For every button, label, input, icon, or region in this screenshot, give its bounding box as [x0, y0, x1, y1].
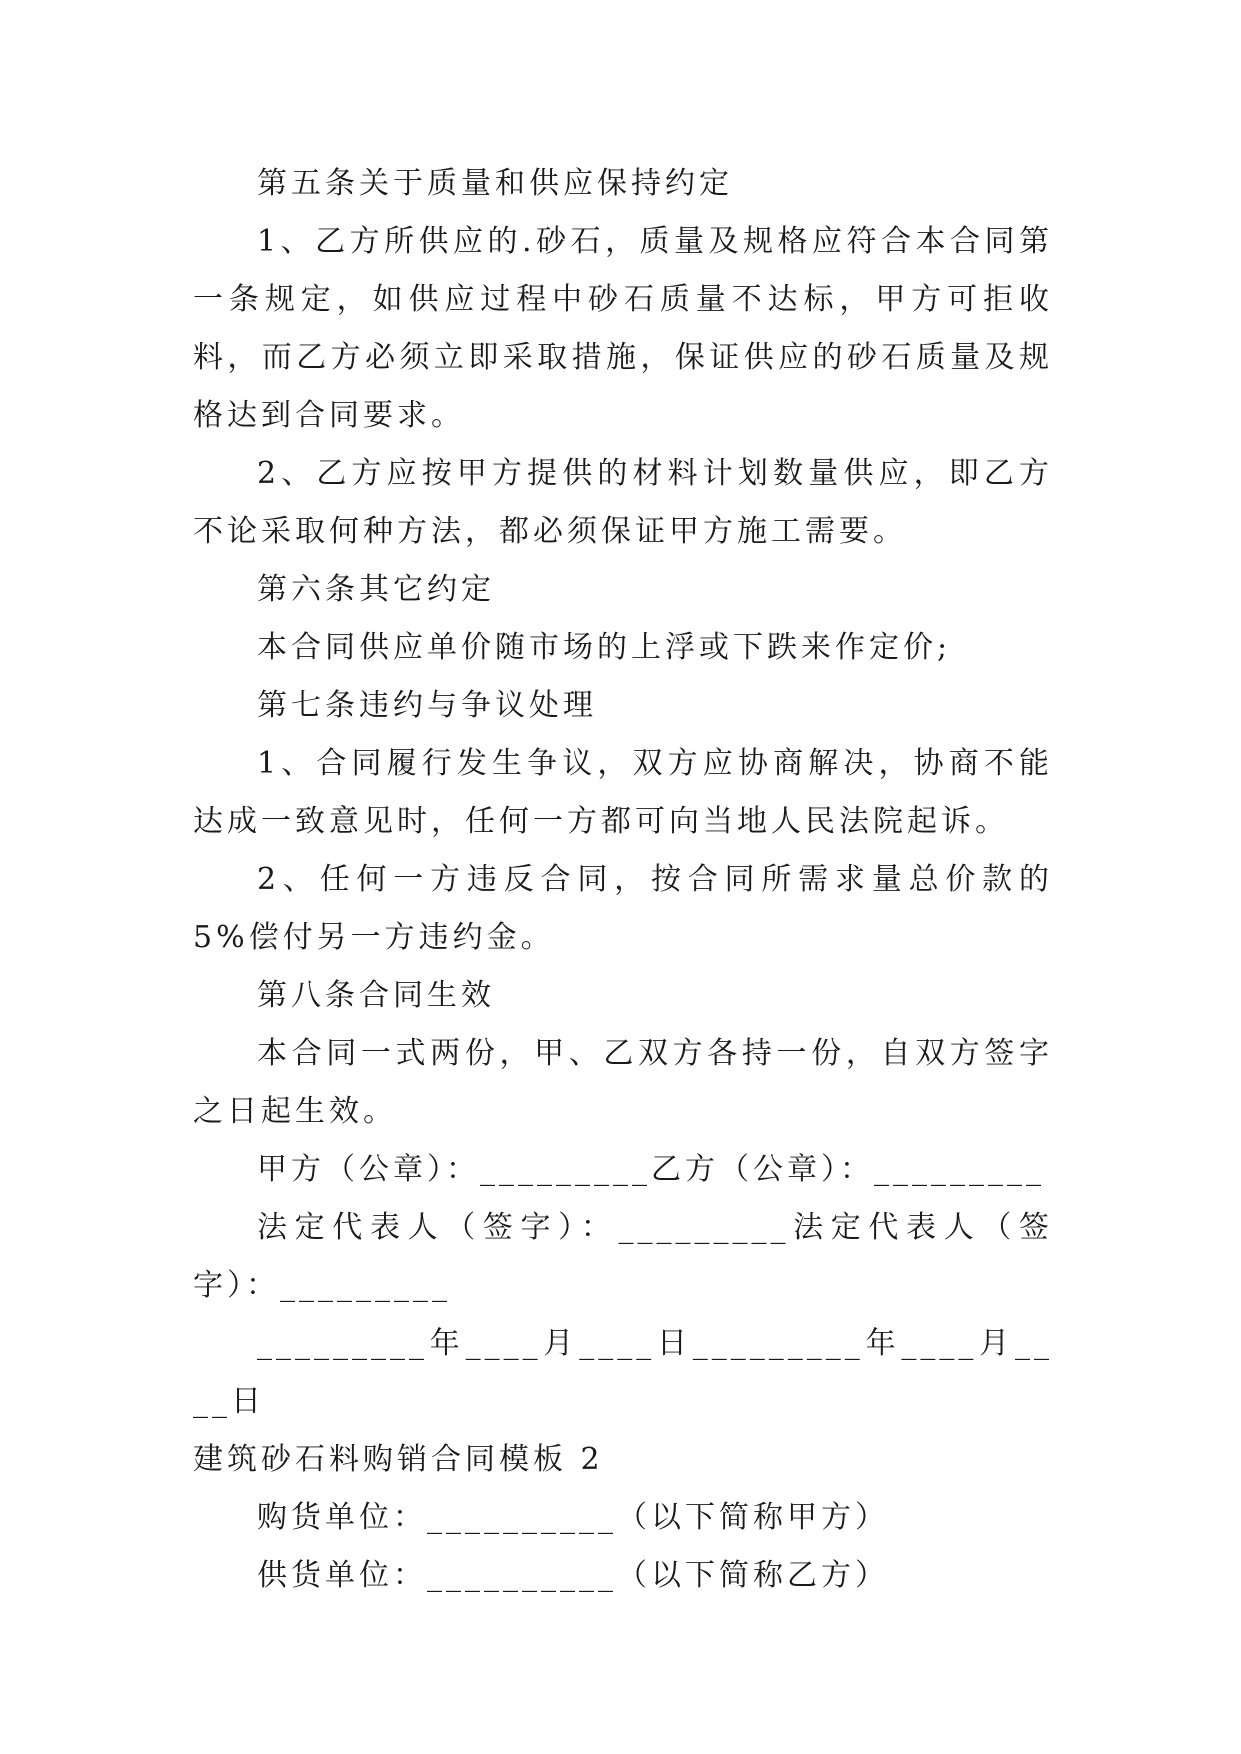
- supplier-line: 供货单位：__________（以下简称乙方）: [257, 1558, 889, 1593]
- contract-text: [193, 155, 1067, 1605]
- representative-signature-line: 法定代表人（签字）：_________法定代表人（签字）：_________: [193, 1210, 1053, 1303]
- article-7-heading: 第七条违约与争议处理: [257, 688, 597, 723]
- article-5-clause-2: 2、乙方应按甲方提供的材料计划数量供应，即乙方不论采取何种方法，都必须保证甲方施工需要。: [193, 456, 1053, 549]
- article-6-heading: 第六条其它约定: [257, 572, 495, 607]
- article-5-clause-1: 1、乙方所供应的.砂石，质量及规格应符合本合同第一条规定，如供应过程中砂石质量不达标，甲方可拒收料，而乙方必须立即采取措施，保证供应的砂石质量及规格达到合同要求。: [193, 224, 1053, 433]
- article-7-clause-1: 1、合同履行发生争议，双方应协商解决，协商不能达成一致意见时，任何一方都可向当地人民法院起诉。: [193, 746, 1053, 839]
- date-line: _________年____月____日_________年____月____日: [193, 1326, 1053, 1419]
- seal-line: 甲方（公章）：_________乙方（公章）：_________: [257, 1152, 1045, 1187]
- article-8-heading: 第八条合同生效: [257, 978, 495, 1013]
- article-6-clause: 本合同供应单价随市场的上浮或下跌来作定价;: [257, 630, 952, 665]
- template-2-title: 建筑砂石料购销合同模板 2: [193, 1442, 604, 1477]
- article-5-heading: 第五条关于质量和供应保持约定: [257, 166, 733, 201]
- article-7-clause-2: 2、任何一方违反合同，按合同所需求量总价款的 5%偿付另一方违约金。: [193, 862, 1067, 955]
- article-8-clause: 本合同一式两份，甲、乙双方各持一份，自双方签字之日起生效。: [193, 1036, 1053, 1129]
- buyer-line: 购货单位：__________（以下简称甲方）: [257, 1500, 889, 1535]
